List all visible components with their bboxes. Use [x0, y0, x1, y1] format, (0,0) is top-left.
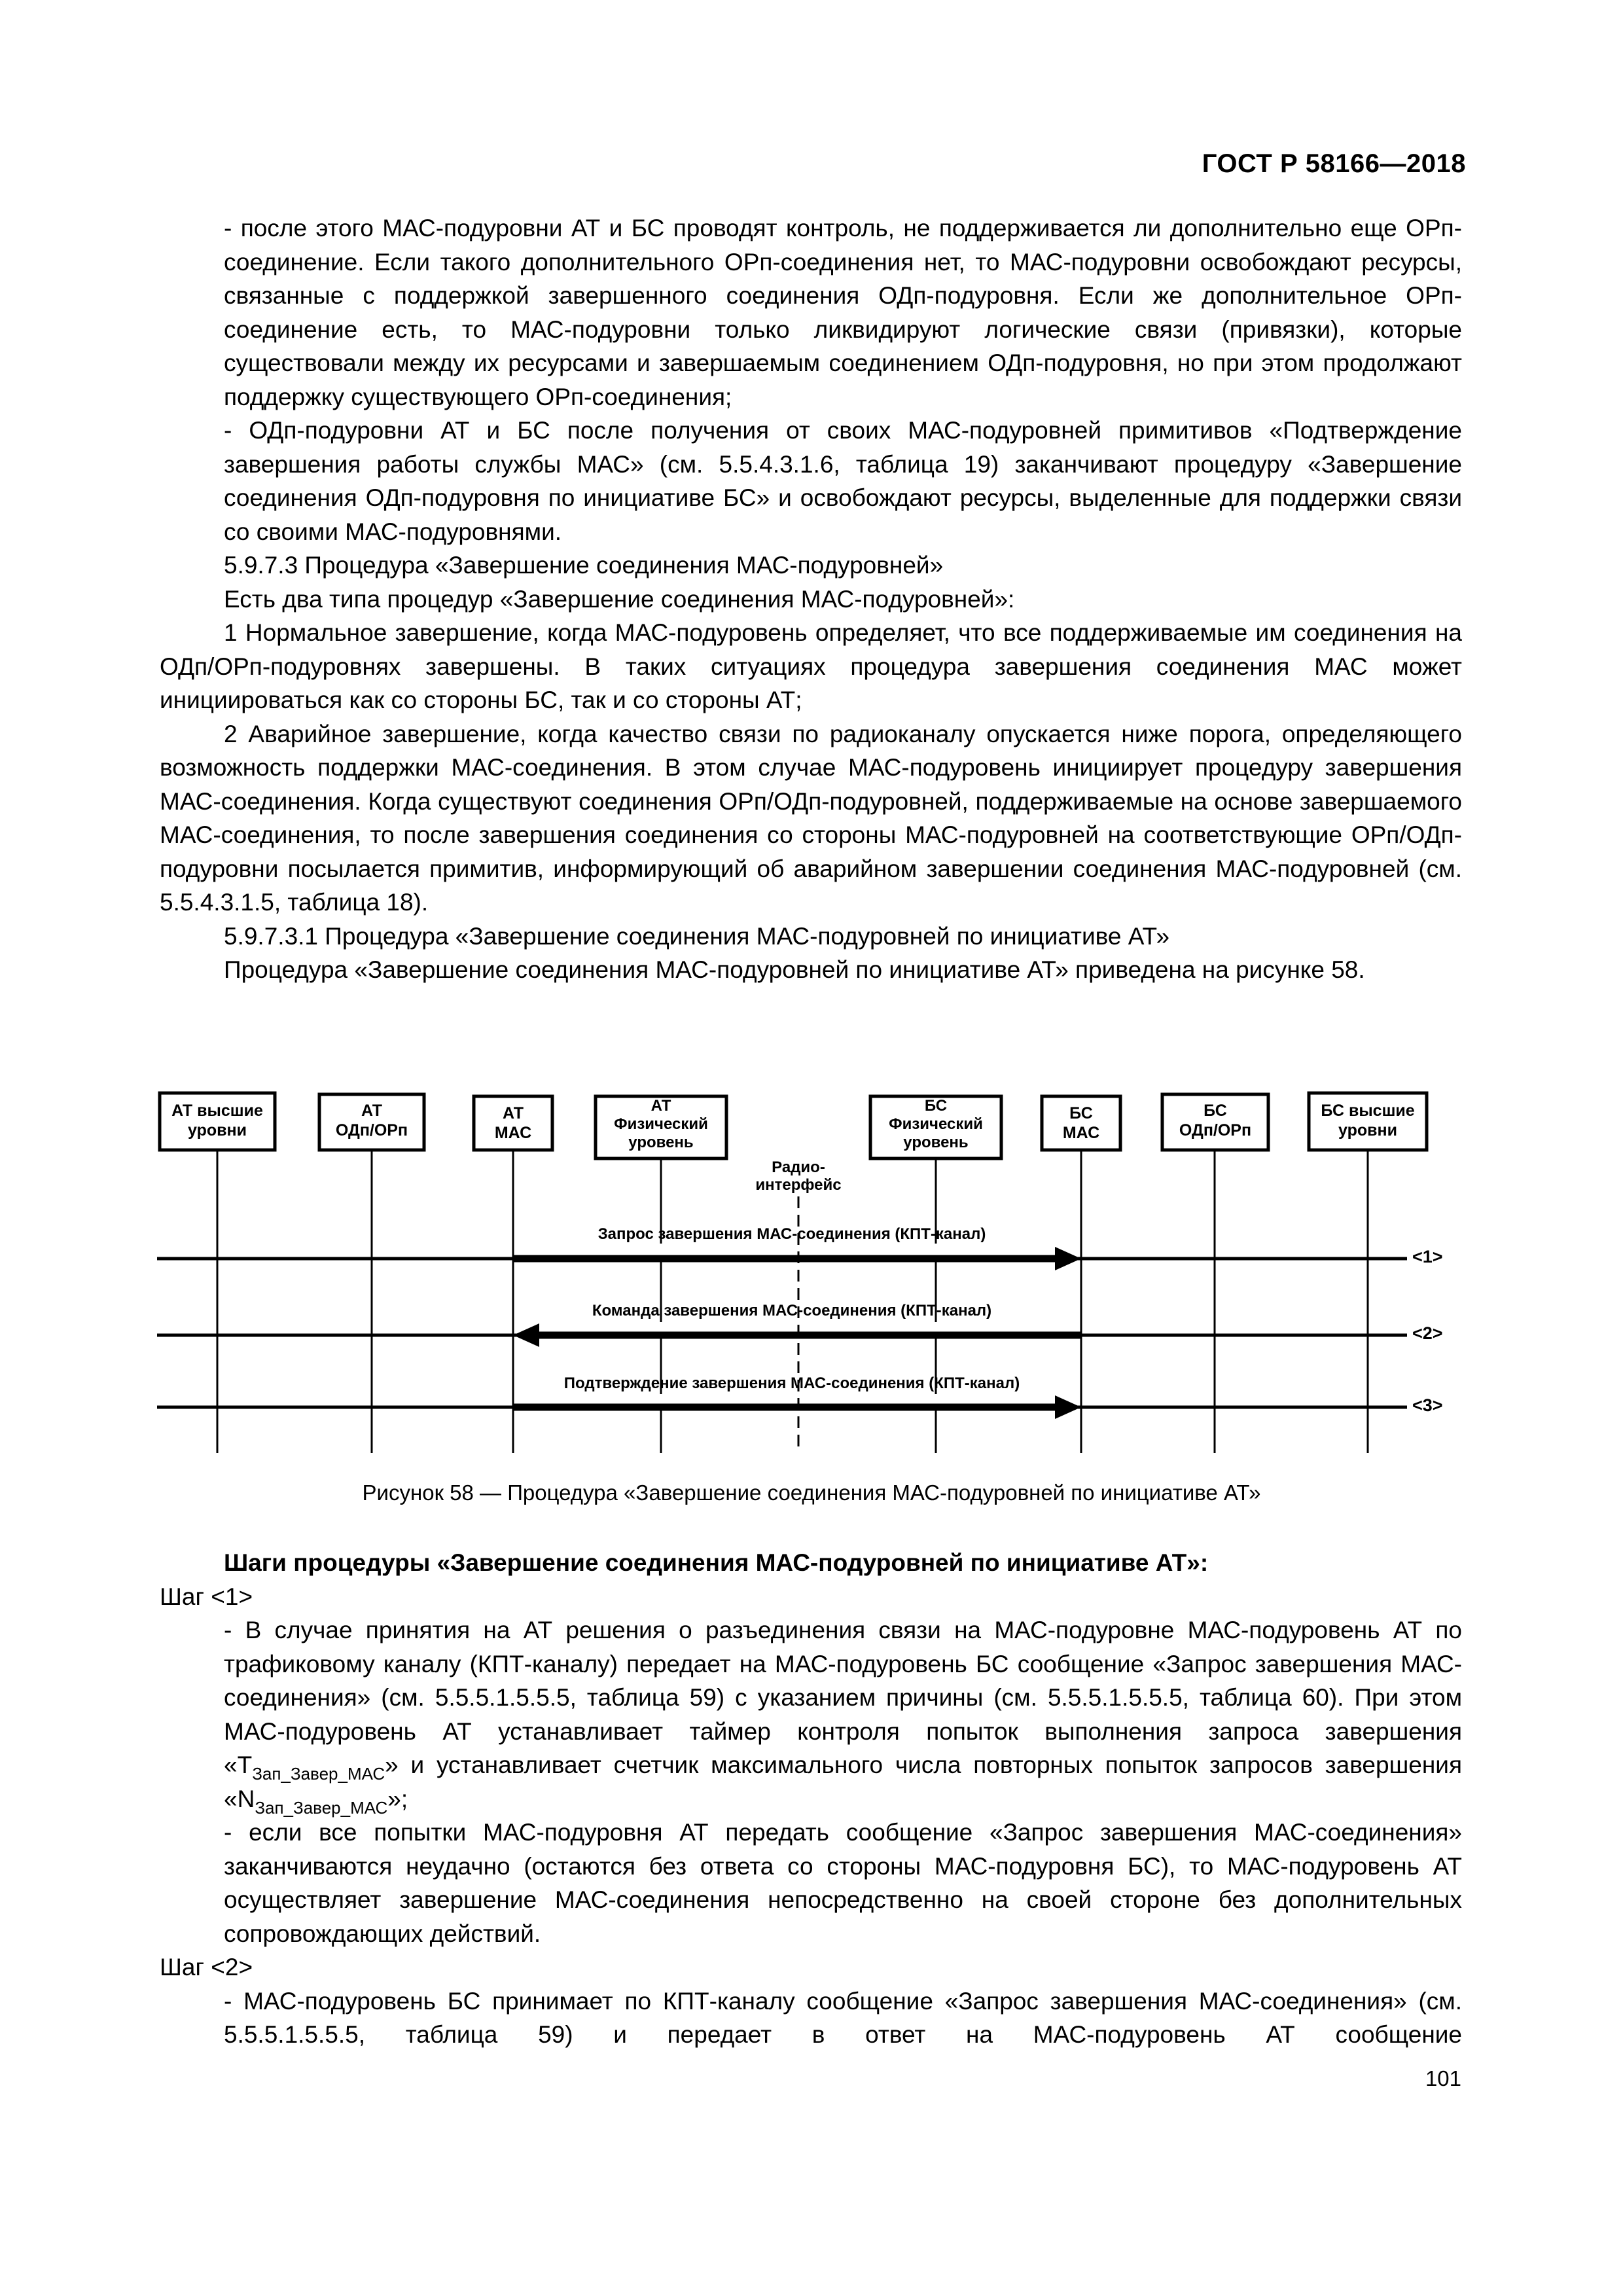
figure-caption: Рисунок 58 — Процедура «Завершение соединения МАС-подуровней по инициативе АТ» [362, 1480, 1261, 1505]
steps-heading: Шаги процедуры «Завершение соединения МАС-подуровней по инициативе АТ»: [224, 1549, 1209, 1576]
arrow-right-icon [1055, 1395, 1081, 1419]
step-label: Шаг <1> [160, 1583, 253, 1610]
document-header: ГОСТ Р 58166—2018 [1202, 149, 1466, 178]
step-marker: <1> [1412, 1247, 1443, 1266]
paragraph: Есть два типа процедур «Завершение соединения МАС-подуровней»: [224, 585, 1015, 613]
radio-interface-label: Радио- [772, 1158, 825, 1176]
lifeline-label: АТ высшие [171, 1102, 263, 1120]
step-paragraph: - В случае принятия на АТ решения о разъединения связи на МАС-подуровне МАС-подуровень АТ по трафиковому каналу (КПТ-каналу) передает на МАС-подуровень БС сообщение «Запрос завершения МАС-соединения» (см. 5.5.5.1.5.5.5, таблица 59) с указанием причины (см. 5.5.5.1.5.5.5, таблица 60). При этом МАС-подуровень АТ устанавливает таймер контроля попыток выполнения запроса завершения «$T_{Зап\_Завер\_МАС}$» и устанавливает счетчик максимального числа повторных попыток запросов завершения «$N_{Зап\_Завер\_МАС}$»; [224, 1617, 1462, 1818]
message-label: Запрос завершения МАС-соединения (КПТ-канал) [597, 1225, 986, 1243]
step-label: Шаг <2> [160, 1954, 253, 1981]
sequence-diagram: АТ высшие уровни АТ ОДп/ОРп АТ МАС АТ Физический уровень БС Физический уровень БС МАС БС ОДп/ОРп БС высшие уровни Радио- интерфейс Запрос завершения МАС-соединения (КПТ-канал) Команда завершения МАС-соединения (КПТ-канал) Подтверждение завершения МАС-соединения (КПТ-канал) <1> <2> <3> [157, 1080, 1505, 1453]
arrow-left-icon [513, 1323, 539, 1347]
lifeline-label: БС [1204, 1102, 1227, 1120]
lifeline-label: БС [1069, 1104, 1093, 1122]
page-number: 101 [1425, 2066, 1461, 2090]
lifeline-label: АТ [502, 1104, 524, 1122]
step-paragraph: - если все попытки МАС-подуровня АТ передать сообщение «Запрос завершения МАС-соединения» заканчиваются неудачно (остаются без ответа со стороны МАС-подуровня БС), то МАС-подуровень АТ осуществляет завершение МАС-соединения непосредственно на своей стороне без дополнительных сопровождающих действий. [224, 1819, 1462, 1947]
lifeline-label: БС высшие [1321, 1102, 1415, 1120]
paragraph: - ОДп-подуровни АТ и БС после получения от своих МАС-подуровней примитивов «Подтверждение завершения работы службы МАС» (см. 5.5.4.3.1.6, таблица 19) заканчивают процедуру «Завершение соединения ОДп-подуровня по инициативе БС» и освобождают ресурсы, выделенные для поддержки связи со своими МАС-подуровнями. [224, 417, 1462, 545]
counter-subscript: Зап_Завер_МАС [255, 1797, 388, 1818]
lifeline-label: АТ [651, 1097, 671, 1115]
paragraph: - после этого МАС-подуровни АТ и БС проводят контроль, не поддерживается ли дополнительно еще ОРп-соединение. Если такого дополнительного ОРп-соединения нет, то МАС-подуровни освобождают ресурсы, связанные с поддержкой завершенного соединения ОДп-подуровня. Если же дополнительное ОРп-соединение есть, то МАС-подуровни только ликвидируют логические связи (привязки), которые существовали между их ресурсами и завершаемым соединением ОДп-подуровня, но при этом продолжают поддержку существующего ОРп-соединения; [224, 215, 1462, 410]
section-text-lower [160, 1546, 1462, 2052]
message-label: Команда завершения МАС-соединения (КПТ-канал) [592, 1302, 992, 1319]
message-label: Подтверждение завершения МАС-соединения (КПТ-канал) [563, 1374, 1020, 1392]
lifeline-label: АТ [361, 1102, 383, 1120]
section-heading: 5.9.7.3 Процедура «Завершение соединения МАС-подуровней» [224, 552, 944, 579]
subsection-heading: 5.9.7.3.1 Процедура «Завершение соединения МАС-подуровней по инициативе АТ» [224, 922, 1170, 950]
list-item: 2 Аварийное завершение, когда качество связи по радиоканалу опускается ниже порога, определяющего возможность поддержки МАС-соединения. В этом случае МАС-подуровень инициирует процедуру завершения МАС-соединения. Когда существуют соединения ОРп/ОДп-подуровней, поддерживаемые на основе завершаемого МАС-соединения, то после завершения соединения со стороны МАС-подуровней на соответствующие ОРп/ОДп-подуровни посылается примитив, информирующий об аварийном завершении соединения МАС-подуровней (см. 5.5.4.3.1.5, таблица 18). [160, 720, 1462, 916]
paragraph: Процедура «Завершение соединения МАС-подуровней по инициативе АТ» приведена на рисунке 58. [224, 956, 1365, 983]
section-text-upper [160, 211, 1462, 987]
arrow-right-icon [1055, 1247, 1081, 1270]
step-paragraph: - МАС-подуровень БС принимает по КПТ-каналу сообщение «Запрос завершения МАС-соединения» (см. 5.5.5.1.5.5.5, таблица 59) и передает в ответ на МАС-подуровень АТ сообщение [224, 1987, 1462, 2048]
timer-subscript: Зап_Завер_МАС [252, 1764, 385, 1784]
lifeline-label: БС [924, 1097, 948, 1115]
step-marker: <2> [1412, 1323, 1443, 1343]
list-item: 1 Нормальное завершение, когда МАС-подуровень определяет, что все поддерживаемые им соединения на ОДп/ОРп-подуровнях завершены. В таких ситуациях процедура завершения соединения МАС может инициироваться как со стороны БС, так и со стороны АТ; [160, 619, 1462, 713]
step-marker: <3> [1412, 1395, 1443, 1415]
